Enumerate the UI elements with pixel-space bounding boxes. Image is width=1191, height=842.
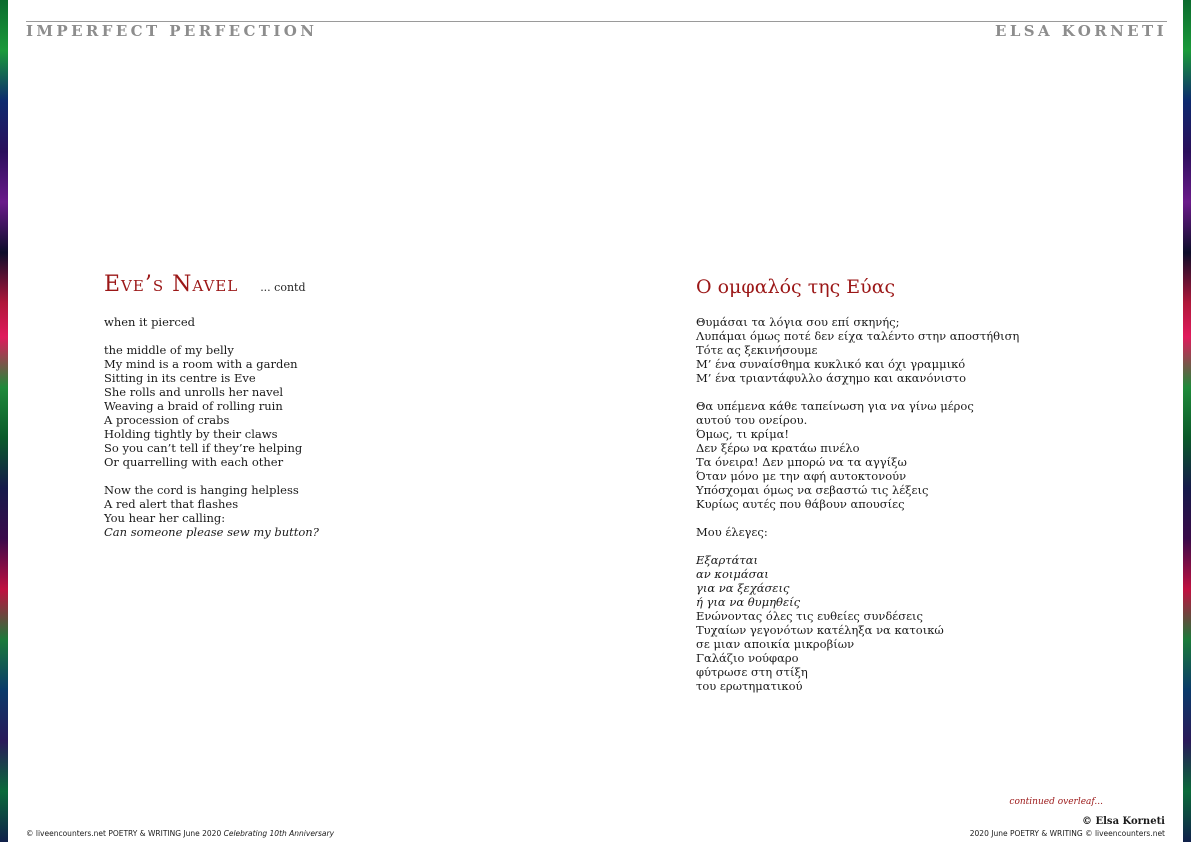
poem-line: when it pierced <box>104 315 196 329</box>
poem-line: So you can’t tell if they’re helping <box>104 441 303 455</box>
greek-poem-body <box>696 315 1116 693</box>
poem-line: φύτρωσε στη στίξη <box>696 665 808 679</box>
stanza-break <box>696 385 1116 399</box>
greek-poem-title: Ο ομφαλός της Εύας <box>696 276 896 298</box>
poem-line: Γαλάζιο νούφαρο <box>696 651 799 665</box>
footer-right: 2020 June POETRY & WRITING © liveencounters.net <box>969 829 1165 838</box>
poem-line: του ερωτηματικού <box>696 679 803 693</box>
poem-line: Θυμάσαι τα λόγια σου επί σκηνής; <box>696 315 900 329</box>
poem-line: Τυχαίων γεγονότων κατέληξα να κατοικώ <box>696 623 944 637</box>
decorative-edge-right <box>1183 0 1191 842</box>
poem-line: Μ’ ένα τριαντάφυλλο άσχημο και ακανόνιστο <box>696 371 967 385</box>
poem-line: σε μιαν αποικία μικροβίων <box>696 637 855 651</box>
poem-line: Μου έλεγες: <box>696 525 768 539</box>
stanza-break <box>696 511 1116 525</box>
poem-line: the middle of my belly <box>104 343 234 357</box>
poem-line: You hear her calling: <box>104 511 226 525</box>
copyright-line: © Elsa Korneti <box>1082 816 1165 827</box>
footer-left-main: © liveencounters.net POETRY & WRITING June 2020 <box>26 829 224 838</box>
poem-line: Όμως, τι κρίμα! <box>696 427 790 441</box>
poem-line: A red alert that flashes <box>104 497 239 511</box>
poem-line: Υπόσχομαι όμως να σεβαστώ τις λέξεις <box>696 483 929 497</box>
poem-line: για να ξεχάσεις <box>696 581 790 595</box>
poem-line: Εξαρτάται <box>696 553 759 567</box>
footer-left-anniversary: Celebrating 10th Anniversary <box>223 829 335 838</box>
poem-line: Ενώνοντας όλες τις ευθείες συνδέσεις <box>696 609 923 623</box>
poem-line: My mind is a room with a garden <box>104 357 298 371</box>
poem-line: Τα όνειρα! Δεν μπορώ να τα αγγίξω <box>696 455 907 469</box>
poem-line: Δεν ξέρω να κρατάω πινέλο <box>696 441 860 455</box>
english-poem-title-row <box>104 272 306 297</box>
poem-line: A procession of crabs <box>104 413 230 427</box>
english-poem-title: Eve’s Navel <box>104 272 239 297</box>
poem-line: Θα υπέμενα κάθε ταπείνωση για να γίνω μέρος <box>696 399 974 413</box>
stanza-break <box>104 469 434 483</box>
poem-line: Or quarrelling with each other <box>104 455 284 469</box>
continued-marker: ... contd <box>260 281 306 294</box>
author-name-header: ELSA KORNETI <box>995 22 1167 40</box>
poem-line: Sitting in its centre is Eve <box>104 371 256 385</box>
decorative-edge-left <box>0 0 8 842</box>
poem-line: Κυρίως αυτές που θάβουν απουσίες <box>696 497 905 511</box>
poem-line: Can someone please sew my button? <box>104 525 319 539</box>
poem-line: Όταν μόνο με την αφή αυτοκτονούν <box>696 469 907 483</box>
poem-line: Μ’ ένα συναίσθημα κυκλικό και όχι γραμμικό <box>696 357 966 371</box>
poem-line: αν κοιμάσαι <box>696 567 769 581</box>
poem-line: αυτού του ονείρου. <box>696 413 808 427</box>
stanza-break <box>104 329 434 343</box>
magazine-section-title: IMPERFECT PERFECTION <box>26 22 318 40</box>
poem-line: Τότε ας ξεκινήσουμε <box>696 343 818 357</box>
poem-line: Λυπάμαι όμως ποτέ δεν είχα ταλέντο στην αποστήθιση <box>696 329 1020 343</box>
poem-line: Now the cord is hanging helpless <box>104 483 299 497</box>
stanza-break <box>696 539 1116 553</box>
poem-line: She rolls and unrolls her navel <box>104 385 284 399</box>
english-poem-body <box>104 315 434 539</box>
poem-line: Holding tightly by their claws <box>104 427 278 441</box>
poem-line: ή για να θυμηθείς <box>696 595 801 609</box>
continued-overleaf-note: continued overleaf... <box>1009 797 1103 807</box>
poem-line: Weaving a braid of rolling ruin <box>104 399 283 413</box>
footer-left <box>26 829 334 838</box>
